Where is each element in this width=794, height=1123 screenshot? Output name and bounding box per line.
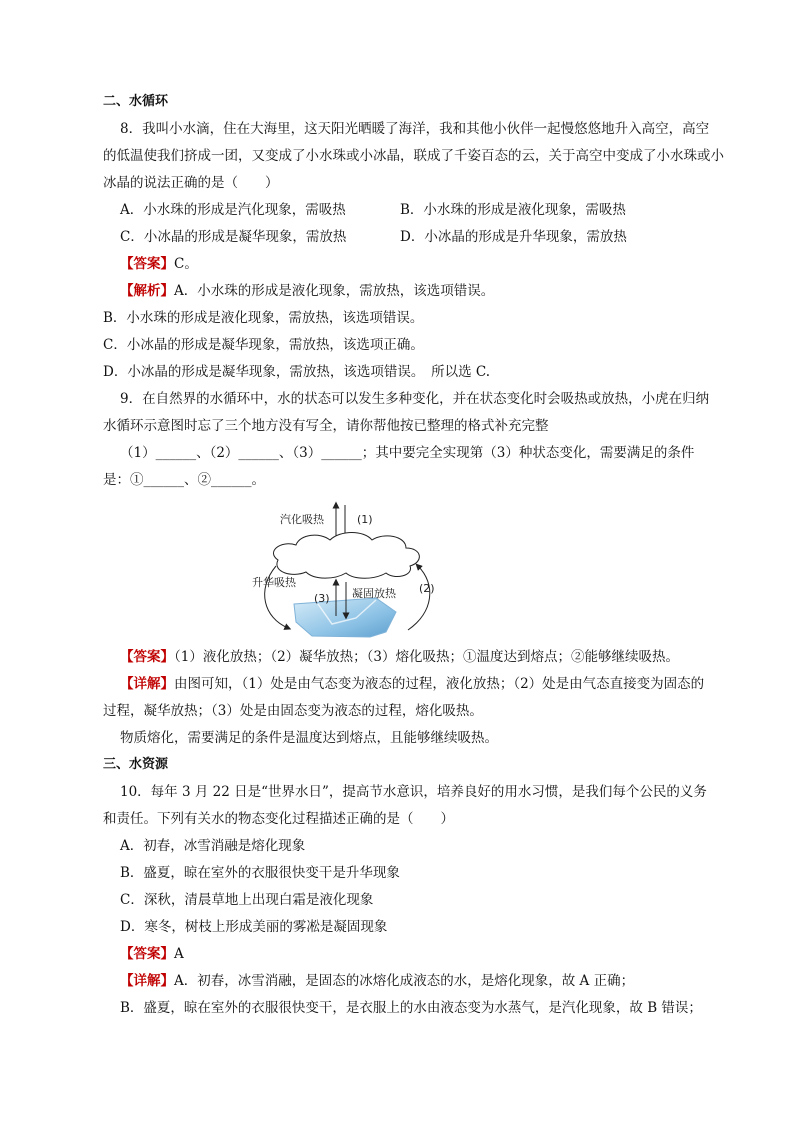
q9-stem-line-2: 水循环示意图时忘了三个地方没有写全，请你帮他按已整理的格式补充完整 <box>103 418 549 434</box>
q10-detail-line-1 <box>120 971 634 991</box>
detail-text: A．初春，冰雪消融，是固态的冰熔化成液态的水，是熔化现象，故 A 正确； <box>174 973 635 989</box>
q10-answer <box>120 944 184 964</box>
analysis-tag: 【解析】 <box>120 283 174 299</box>
q8-analysis-line-2: B．小水珠的形成是液化现象，需放热，该选项错误。 <box>103 310 424 326</box>
q9-detail-line-1 <box>120 674 704 694</box>
q10-option-b: B．盛夏，晾在室外的衣服很快变干是升华现象 <box>120 865 400 881</box>
answer-text: （1）液化放热；（2）凝华放热；（3）熔化吸热；①温度达到熔点；②能够继续吸热。 <box>174 649 680 665</box>
label-sublimate: 升华吸热 <box>252 576 296 589</box>
q8-analysis-line-3: C．小冰晶的形成是凝华现象，需放热，该选项正确。 <box>103 337 424 353</box>
label-vaporize: 汽化吸热 <box>280 513 324 526</box>
q9-stem-line-3: （1）______、（2）______、（3）______；其中要完全实现第（3）种状态变化，需要满足的条件 <box>120 445 695 461</box>
detail-tag: 【详解】 <box>120 676 174 692</box>
q10-stem-line-2: 和责任。下列有关水的物态变化过程描述正确的是（ ） <box>103 811 454 827</box>
label-1: (1) <box>357 513 373 526</box>
q8-answer <box>120 254 198 274</box>
answer-text: C。 <box>174 256 198 272</box>
q8-option-c: C．小冰晶的形成是凝华现象，需放热 <box>120 229 347 245</box>
q8-analysis-line-1 <box>120 281 494 301</box>
q9-detail-line-2: 过程，凝华放热；（3）处是由固态变为液态的过程，熔化吸热。 <box>103 703 483 719</box>
ice-block-icon <box>294 598 396 637</box>
section-heading-water-resources: 三、水资源 <box>103 757 169 772</box>
answer-tag: 【答案】 <box>120 946 174 962</box>
q8-option-a: A．小水珠的形成是汽化现象，需吸热 <box>120 202 346 218</box>
q8-analysis-line-4: D．小冰晶的形成是凝华现象，需放热，该选项错误。 所以选 C. <box>103 364 491 380</box>
q9-answer <box>120 647 679 667</box>
section-heading-water-cycle: 二、水循环 <box>103 94 169 109</box>
detail-text: 由图可知，（1）处是由气态变为液态的过程，液化放热；（2）处是由气态直接变为固态的 <box>174 676 705 692</box>
q10-option-d: D．寒冬，树枝上形成美丽的雾凇是凝固现象 <box>120 919 388 935</box>
q8-stem-line-3: 冰晶的说法正确的是（ ） <box>103 175 279 191</box>
answer-tag: 【答案】 <box>120 649 174 665</box>
q10-option-c: C．深秋，清晨草地上出现白霜是液化现象 <box>120 892 374 908</box>
deposition-arrow <box>408 566 430 630</box>
q8-option-b: B．小水珠的形成是液化现象，需吸热 <box>400 202 626 218</box>
q9-stem-line-4: 是：①______、②______。 <box>103 472 265 488</box>
q8-option-d: D．小冰晶的形成是升华现象，需放热 <box>400 229 627 245</box>
q8-stem-line-1: 8．我叫小水滴，住在大海里，这天阳光晒暖了海洋，我和其他小伙伴一起慢悠悠地升入高空，高空 <box>120 121 710 137</box>
q8-stem-line-2: 的低温使我们挤成一团，又变成了小水珠或小冰晶，联成了千姿百态的云，关于高空中变成了小水珠或小 <box>103 148 724 164</box>
analysis-text: A．小水珠的形成是液化现象，需放热，该选项错误。 <box>174 283 495 299</box>
q10-stem-line-1: 10．每年 3 月 22 日是“世界水日”，提高节水意识，培养良好的用水习惯，是我们每个公民的义务 <box>120 784 707 800</box>
answer-text: A <box>174 946 184 962</box>
answer-tag: 【答案】 <box>120 256 174 272</box>
label-freeze: 凝固放热 <box>352 587 396 600</box>
cloud-icon <box>273 533 419 579</box>
label-3: (3) <box>314 592 330 605</box>
q9-detail-line-3: 物质熔化，需要满足的条件是温度达到熔点，且能够继续吸热。 <box>120 730 498 746</box>
q10-option-a: A．初春，冰雪消融是熔化现象 <box>120 838 306 854</box>
q10-detail-line-2: B．盛夏，晾在室外的衣服很快变干，是衣服上的水由液态变为水蒸气，是汽化现象，故 B 错误； <box>120 1000 702 1016</box>
q9-stem-line-1: 9．在自然界的水循环中，水的状态可以发生多种变化，并在状态变化时会吸热或放热，小虎在归纳 <box>120 391 710 407</box>
label-2: (2) <box>419 582 435 595</box>
water-cycle-diagram <box>252 500 448 645</box>
detail-tag: 【详解】 <box>120 973 174 989</box>
